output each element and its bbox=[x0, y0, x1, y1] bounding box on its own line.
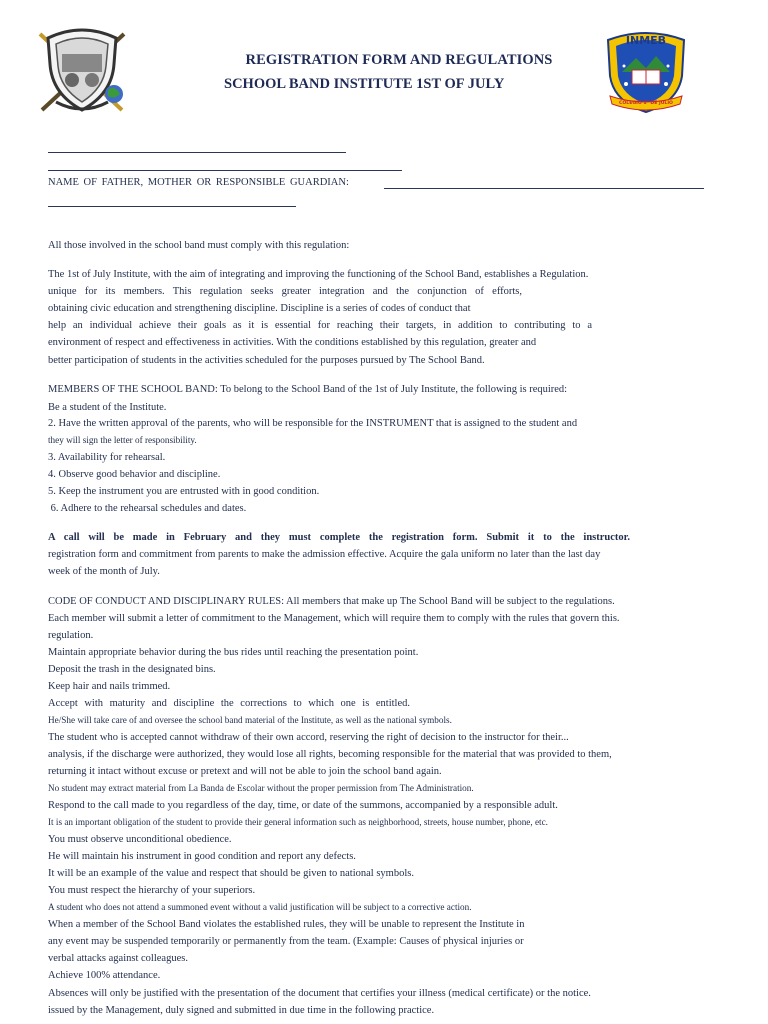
inmeb-logo-text: INMEB bbox=[625, 34, 667, 47]
rule-item: returning it intact without excuse or pretext and will not be able to join the school band again. bbox=[48, 766, 442, 777]
rule-item: It is an important obligation of the student to provide their general information such as neighborhood, streets, house number, phone, etc. bbox=[48, 817, 548, 827]
banner-text: COLEGIO 1° DE JULIO bbox=[619, 101, 673, 106]
guardian-label: NAME OF FATHER, MOTHER OR RESPONSIBLE GUARDIAN: bbox=[48, 177, 349, 188]
requirement-item: Be a student of the Institute. bbox=[48, 402, 167, 413]
rule-item: The student who is accepted cannot withdraw of their own accord, reserving the right of decision to the instructor for their... bbox=[48, 732, 569, 743]
call-text: week of the month of July. bbox=[48, 566, 160, 577]
institute-shield-logo bbox=[602, 28, 690, 114]
requirement-item: 3. Availability for rehearsal. bbox=[48, 452, 166, 463]
rule-item: Each member will submit a letter of commitment to the Management, which will require them to comply with the rules that govern this. bbox=[48, 613, 620, 624]
requirement-item: 2. Have the written approval of the parents, who will be responsible for the INSTRUMENT that is assigned to the student and bbox=[48, 418, 578, 429]
guardian-name-line-2[interactable] bbox=[48, 206, 296, 207]
page-title: REGISTRATION FORM AND REGULATIONS bbox=[245, 52, 553, 68]
requirement-item: 4. Observe good behavior and discipline. bbox=[48, 469, 221, 480]
code-heading: CODE OF CONDUCT AND DISCIPLINARY RULES: All members that make up The School Band will be subject to the regulations. bbox=[48, 596, 615, 607]
paragraph-line: better participation of students in the activities scheduled for the purposes pursued by The School Band. bbox=[48, 355, 485, 366]
rule-item: It will be an example of the value and respect that should be given to national symbols. bbox=[48, 868, 414, 879]
rule-item: Achieve 100% attendance. bbox=[48, 970, 161, 981]
rule-item: He will maintain his instrument in good condition and report any defects. bbox=[48, 851, 356, 862]
rule-item: verbal attacks against colleagues. bbox=[48, 953, 188, 964]
rule-item: When a member of the School Band violates the established rules, they will be unable to represent the Institute in bbox=[48, 919, 525, 930]
rule-item: analysis, if the discharge were authorized, they would lose all rights, becoming responsible for the material that was provided to them, bbox=[48, 749, 612, 760]
rule-item: issued by the Management, duly signed and submitted in due time in the following practice. bbox=[48, 1005, 435, 1016]
call-notice: A call will be made in February and they must complete the registration form. Submit it to the instructor. bbox=[48, 532, 630, 543]
members-heading: MEMBERS OF THE SCHOOL BAND: To belong to the School Band of the 1st of July Institute, the following is required: bbox=[48, 384, 568, 395]
band-crest-logo bbox=[34, 24, 130, 116]
rule-item: He/She will take care of and oversee the school band material of the Institute, as well as the national symbols. bbox=[48, 715, 452, 725]
requirement-item: they will sign the letter of responsibility. bbox=[48, 435, 197, 445]
rule-item: You must observe unconditional obedience. bbox=[48, 834, 232, 845]
rule-item: A student who does not attend a summoned event without a valid justification will be subject to a corrective action. bbox=[48, 902, 472, 912]
paragraph-line: The 1st of July Institute, with the aim of integrating and improving the functioning of the School Band, establishes a Regulation. bbox=[48, 269, 589, 280]
rule-item: any event may be suspended temporarily or permanently from the team. (Example: Causes of physical injuries or bbox=[48, 936, 524, 947]
paragraph-line: obtaining civic education and strengthening discipline. Discipline is a series of codes of conduct that bbox=[48, 303, 471, 314]
rule-item: regulation. bbox=[48, 630, 94, 641]
rule-item: No student may extract material from La Banda de Escolar without the proper permission from The Administration. bbox=[48, 783, 474, 793]
rule-item: Absences will only be justified with the presentation of the document that certifies your illness (medical certificate) or the notice. bbox=[48, 988, 591, 999]
rule-item: You must respect the hierarchy of your superiors. bbox=[48, 885, 256, 896]
rule-item: Maintain appropriate behavior during the bus rides until reaching the presentation point. bbox=[48, 647, 419, 658]
student-name-line[interactable] bbox=[48, 152, 346, 153]
call-text: registration form and commitment from parents to make the admission effective. Acquire the gala uniform no later than the last day bbox=[48, 549, 601, 560]
paragraph-line: environment of respect and effectiveness in activities. With the conditions established by this regulation, greater and bbox=[48, 337, 537, 348]
paragraph-line: help an individual achieve their goals as it is essential for reaching their targets, in addition to contributing to a bbox=[48, 320, 592, 331]
rule-item: Respond to the call made to you regardless of the day, time, or date of the summons, accompanied by a responsible adult. bbox=[48, 800, 558, 811]
rule-item: Deposit the trash in the designated bins. bbox=[48, 664, 216, 675]
student-info-line[interactable] bbox=[48, 170, 402, 171]
requirement-item: 5. Keep the instrument you are entrusted with in good condition. bbox=[48, 486, 320, 497]
guardian-name-line[interactable] bbox=[384, 188, 704, 189]
rule-item: Keep hair and nails trimmed. bbox=[48, 681, 171, 692]
paragraph-line: unique for its members. This regulation seeks greater integration and the conjunction of efforts, bbox=[48, 286, 522, 297]
page-subtitle: SCHOOL BAND INSTITUTE 1ST OF JULY bbox=[224, 76, 505, 92]
rule-item: Accept with maturity and discipline the corrections to which one is entitled. bbox=[48, 698, 410, 709]
requirement-item: 6. Adhere to the rehearsal schedules and dates. bbox=[48, 503, 247, 514]
intro-text: All those involved in the school band must comply with this regulation: bbox=[48, 240, 350, 251]
